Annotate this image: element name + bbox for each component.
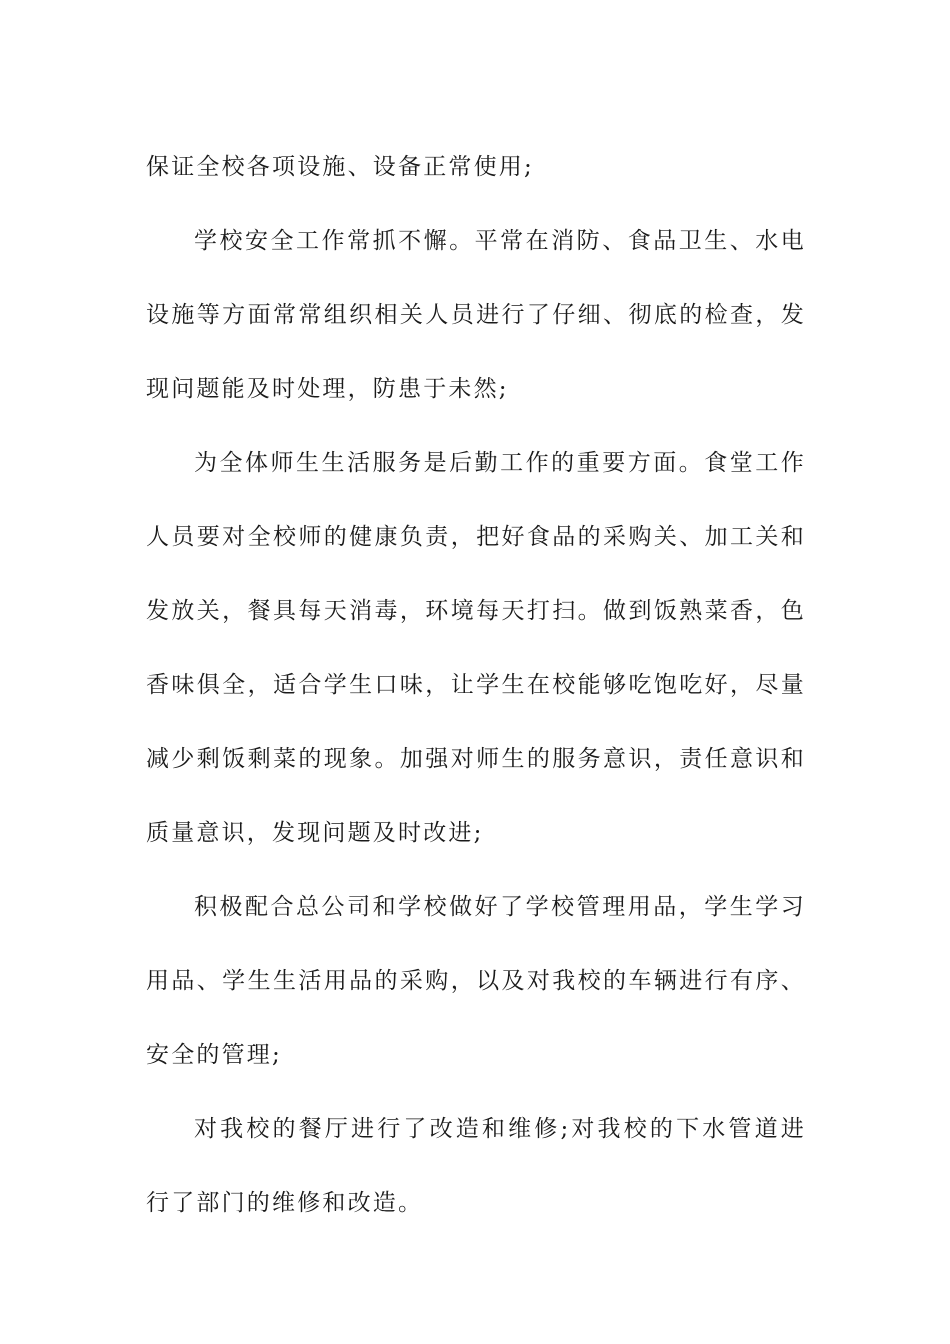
paragraph-1: 保证全校各项设施、设备正常使用; — [146, 154, 534, 180]
paragraph-2: 学校安全工作常抓不懈。平常在消防、食品卫生、水电设施等方面常常组织相关人员进行了仔细、彻底的检查，发现问题能及时处理，防患于未然; — [146, 228, 806, 402]
paragraph-4: 积极配合总公司和学校做好了学校管理用品，学生学习用品、学生生活用品的采购，以及对我校的车辆进行有序、安全的管理; — [146, 894, 806, 1068]
paragraph-5: 对我校的餐厅进行了改造和维修;对我校的下水管道进行了部门的维修和改造。 — [146, 1116, 806, 1216]
document-body — [146, 130, 806, 1240]
paragraph-3: 为全体师生生活服务是后勤工作的重要方面。食堂工作人员要对全校师的健康负责，把好食品的采购关、加工关和发放关，餐具每天消毒，环境每天打扫。做到饭熟菜香，色香味俱全，适合学生口味，让学生在校能够吃饱吃好，尽量减少剩饭剩菜的现象。加强对师生的服务意识，责任意识和质量意识，发现问题及时改进; — [146, 450, 806, 846]
